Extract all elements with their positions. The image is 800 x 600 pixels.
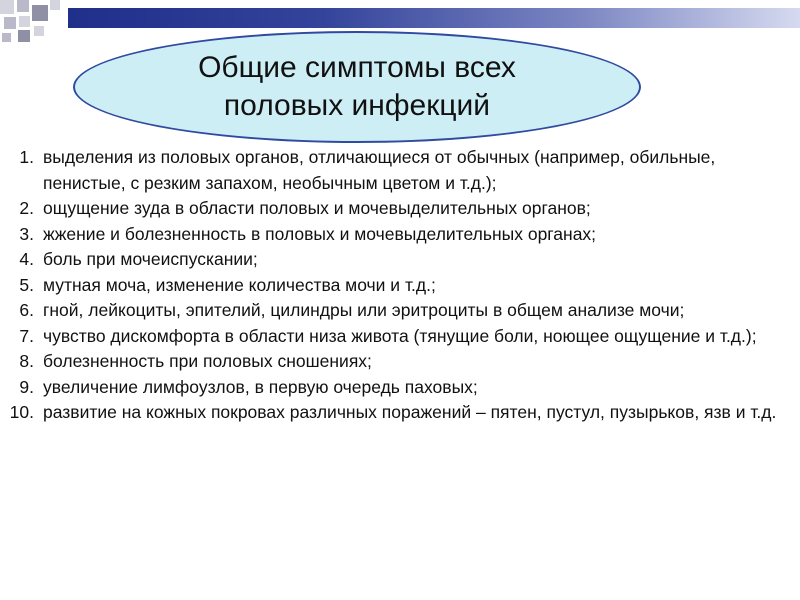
list-item bbox=[0, 273, 800, 299]
list-item bbox=[0, 247, 800, 273]
list-item-text: чувство дискомфорта в области низа живота (тянущие боли, ноющее ощущение и т.д.); bbox=[43, 325, 757, 346]
list-item-number: 8. bbox=[19, 351, 34, 371]
list-item-text: болезненность при половых сношениях; bbox=[43, 351, 372, 371]
list-item bbox=[0, 196, 800, 222]
list-item-text: гной, лейкоциты, эпителий, цилиндры или эритроциты в общем анализе мочи; bbox=[43, 300, 685, 320]
corner-decoration bbox=[0, 0, 70, 50]
list-item-text: выделения из половых органов, отличающиеся от обычных (например, обильные, пенистые, с резким запахом, необычным цветом и т.д.); bbox=[43, 147, 716, 193]
header-gradient-bar bbox=[68, 8, 800, 28]
title-ellipse bbox=[73, 31, 641, 143]
list-item bbox=[0, 222, 800, 248]
list-item-text: боль при мочеиспускании; bbox=[43, 249, 258, 269]
list-item-number: 2. bbox=[19, 198, 34, 218]
list-item-text: мутная моча, изменение количества мочи и т.д.; bbox=[43, 274, 436, 295]
list-item-text: увеличение лимфоузлов, в первую очередь паховых; bbox=[43, 376, 478, 397]
list-item bbox=[0, 324, 800, 350]
list-item-number: 1. bbox=[19, 147, 34, 167]
list-item-text: жжение и болезненность в половых и мочевыделительных органах; bbox=[43, 223, 597, 244]
list-item-number: 3. bbox=[19, 223, 34, 244]
list-item-number: 6. bbox=[19, 300, 34, 320]
list-item-number: 7. bbox=[19, 325, 34, 346]
list-item bbox=[0, 349, 800, 375]
list-item bbox=[0, 375, 800, 401]
list-item-text: ощущение зуда в области половых и мочевыделительных органов; bbox=[43, 198, 591, 218]
list-item-number: 4. bbox=[19, 249, 34, 269]
list-item bbox=[0, 145, 800, 196]
list-item-number: 5. bbox=[19, 274, 34, 295]
list-item-number: 9. bbox=[19, 376, 34, 397]
page-title: Общие симптомы всех половых инфекций bbox=[198, 51, 516, 122]
list-item bbox=[0, 298, 800, 324]
symptom-list bbox=[0, 145, 800, 426]
list-item-text: развитие на кожных покровах различных поражений – пятен, пустул, пузырьков, язв и т.д. bbox=[43, 402, 777, 422]
list-item bbox=[0, 400, 800, 426]
list-item-number: 10. bbox=[9, 402, 34, 422]
